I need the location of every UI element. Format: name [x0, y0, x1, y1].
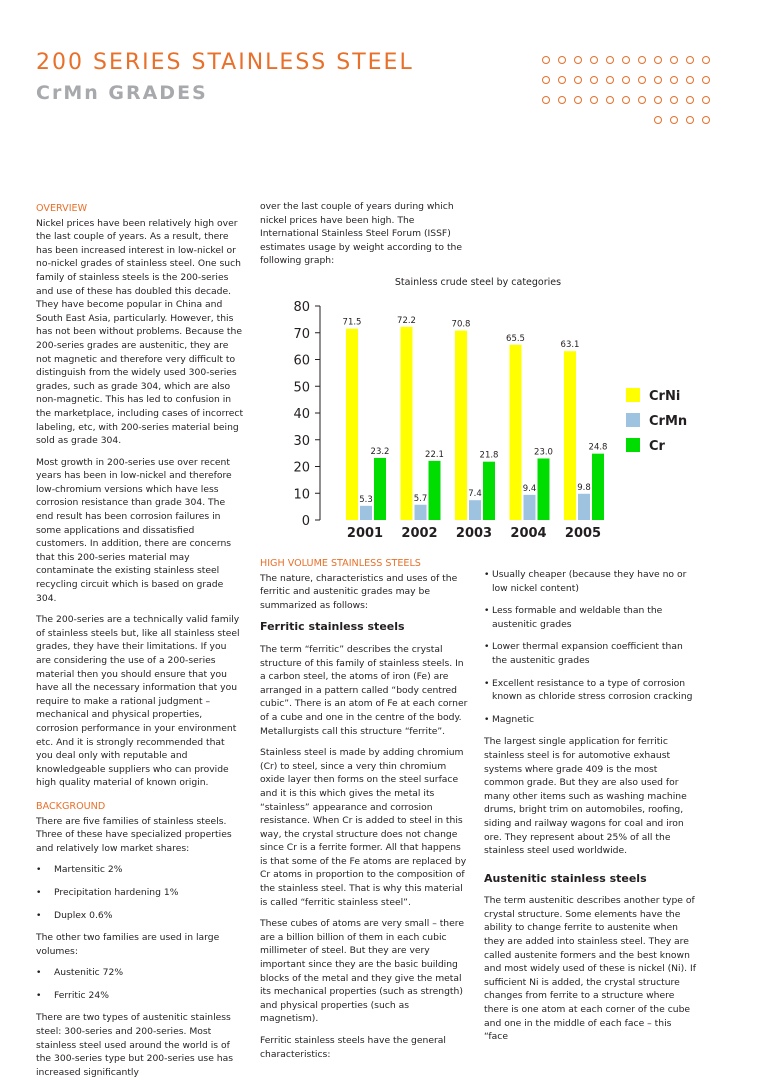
y-tick-label: 50 [293, 380, 310, 396]
characteristics-list [484, 568, 696, 726]
data-label: 9.8 [577, 482, 591, 493]
y-tick-label: 30 [293, 433, 310, 449]
bar-crmn [360, 506, 372, 520]
list-item: • Precipitation hardening 1% [36, 886, 244, 900]
data-label: 21.8 [479, 450, 499, 461]
legend-label: CrNi [649, 389, 681, 404]
column-right [484, 568, 696, 1052]
bar-cr [538, 458, 550, 520]
ferritic-applications-paragraph: The largest single application for ferritic stainless steel is for automotive exhaust systems where grade 409 is the most common grade. But they are also used for many other items such as washing machine drums, bright trim on automobiles, roofing, siding and railway wagons for coal and iron ore. They represent about 25% of all the stainless steel used worldwide. [484, 736, 687, 857]
page-title: 200 SERIES STAINLESS STEEL [36, 50, 414, 75]
column-left [36, 202, 244, 1087]
y-tick-label: 20 [293, 460, 310, 476]
overview-heading: OVERVIEW [36, 203, 88, 214]
chart-legend [626, 388, 687, 454]
background-heading: BACKGROUND [36, 800, 106, 812]
list-item: • Excellent resistance to a type of corrosion known as chloride stress corrosion cracking [484, 677, 696, 704]
bar-crmn [578, 494, 590, 520]
y-tick-label: 10 [293, 487, 310, 503]
x-tick-label: 2003 [455, 526, 493, 541]
list-item: • Lower thermal expansion coefficient than the austenitic grades [484, 640, 696, 667]
x-tick-label: 2001 [346, 526, 384, 541]
bar-crmn [415, 505, 427, 520]
data-label: 65.5 [506, 333, 525, 344]
bar-cr [483, 462, 495, 520]
data-label: 63.1 [560, 340, 580, 351]
data-label: 24.8 [588, 442, 608, 453]
data-label: 23.0 [534, 447, 553, 458]
data-label: 23.2 [370, 446, 390, 457]
x-tick-label: 2005 [564, 526, 602, 541]
issf-paragraph: over the last couple of years during which nickel prices have been high. The International Stainless Steel Forum (ISSF) estimates usage by weight according to the following graph: [260, 201, 463, 267]
legend-label: CrMn [649, 414, 688, 429]
bar-cr [592, 454, 604, 520]
list-item: • Less formable and weldable than the austenitic grades [484, 604, 696, 631]
bar-crni [564, 351, 576, 520]
chart-bars [343, 316, 608, 520]
bar-crni [401, 327, 413, 520]
y-tick-label: 70 [293, 326, 310, 342]
y-tick-label: 0 [301, 514, 310, 529]
ferritic-paragraph-1: The term “ferritic” describes the crystal structure of this family of stainless steels. In a carbon steel, the atoms of iron (Fe) are arranged in a pattern called “body centred cubic”. There is an atom of Fe at each corner of a cube and one in the centre of the body. Metallurgists call this structure “ferrite”. [260, 643, 468, 737]
bar-crni [510, 345, 522, 520]
data-label: 5.7 [413, 493, 428, 504]
list-item: • Usually cheaper (because they have no or low nickel content) [484, 568, 696, 595]
austenitic-paragraph: The term austenitic describes another type of crystal structure. Some elements have the ability to change ferrite to austenite when they are added into stainless steel. They are called austenite formers and the best known and most widely used of these is nickel (Ni). If sufficient Ni is added, the crystal structure changes from ferrite to a structure where there is one atom at each corner of the cube and one in the middle of each face – this “face [484, 895, 696, 1043]
data-label: 72.2 [397, 315, 416, 326]
ferritic-paragraph-2: Stainless steel is made by adding chromium (Cr) to steel, since a very thin chromium oxide layer then forms on the steel surface and it is this which gives the metal its “stainless” appearance and corrosion resistance. When Cr is added to steel in this way, the crystal structure does not change since Cr is a ferrite former. All that happens is that some of the Fe atoms are replaced by Cr atoms in proportion to the composition of the stainless steel. That is why this material is called “ferritic stainless steel”. [260, 747, 467, 908]
legend-swatch [626, 413, 640, 427]
list-item: • Austenitic 72% [36, 966, 244, 980]
ferritic-heading: Ferritic stainless steels [260, 620, 405, 634]
list-item: • Duplex 0.6% [36, 909, 244, 923]
x-tick-label: 2004 [510, 526, 547, 541]
stainless-steel-chart [258, 268, 688, 548]
legend-swatch [626, 438, 640, 452]
ferritic-paragraph-4: Ferritic stainless steels have the general characteristics: [260, 1035, 446, 1060]
list-item: • Magnetic [484, 713, 696, 727]
list-item: • Martensitic 2% [36, 863, 244, 877]
overview-paragraph-3: The 200-series are a technically valid family of stainless steels but, like all stainless steel grades, they have their limitations. If you are considering the use of a 200-series material then you should ensure that you have all the necessary information that you require to make a rational judgment – mechanical and physical properties, corrosion performance in your environment etc. And it is strongly recommended that you deal only with reputable and knowledgeable suppliers who can provide high quality material of known origin. [36, 614, 240, 789]
high-volume-paragraph: The nature, characteristics and uses of the ferritic and austenitic grades may be summarized as follows: [260, 572, 458, 611]
page-subtitle: CrMn GRADES [36, 82, 208, 104]
data-label: 9.4 [522, 483, 537, 494]
bar-crmn [524, 495, 536, 520]
families-high-list [36, 966, 244, 1002]
y-tick-label: 60 [293, 353, 310, 369]
column-middle-top [260, 200, 470, 276]
decorative-dots [480, 54, 710, 134]
bar-cr [374, 458, 386, 520]
chart-title: Stainless crude steel by categories [394, 277, 562, 288]
overview-paragraph-2: Most growth in 200-series use over recent years has been in low-nickel and therefore low-chromium versions which have less corrosion resistance than grade 304. The end result has been corrosion failures in some applications and dissatisfied customers. In addition, there are concerns that this 200-series material may contaminate the existing stainless steel recycling circuit which is based on grade 304. [36, 456, 232, 604]
x-axis-labels [347, 526, 601, 541]
high-volume-heading: HIGH VOLUME STAINLESS STEELS [260, 558, 421, 569]
background-paragraph-2: The other two families are used in large volumes: [36, 932, 220, 957]
data-label: 71.5 [342, 317, 362, 328]
legend-swatch [626, 388, 640, 402]
column-middle [260, 557, 470, 1069]
y-tick-label: 40 [293, 407, 310, 422]
families-low-list [36, 863, 244, 922]
ferritic-paragraph-3: These cubes of atoms are very small – there are a billion billion of them in each cubic millimeter of steel. But they are very important since they are the basic building blocks of the metal and they give the metal its mechanical properties (such as strength) and physical properties (such as magnetism). [260, 918, 465, 1025]
bar-crmn [469, 500, 481, 520]
background-paragraph-3: There are two types of austenitic stainless steel: 300-series and 200-series. Most stainless steel used around the world is of the 300-series type but 200-series use has increased significantly [36, 1012, 234, 1078]
y-axis [293, 300, 320, 529]
bar-crni [455, 331, 467, 520]
austenitic-heading: Austenitic stainless steels [484, 871, 647, 885]
background-paragraph-1: There are five families of stainless steels. Three of these have specialized properties and relatively low market shares: [36, 815, 232, 854]
data-label: 7.4 [468, 489, 482, 500]
y-tick-label: 80 [293, 300, 310, 315]
list-item: • Ferritic 24% [36, 989, 244, 1003]
data-label: 70.8 [451, 319, 471, 330]
x-tick-label: 2002 [401, 526, 438, 541]
data-label: 5.3 [359, 494, 373, 505]
bar-crni [346, 329, 358, 520]
overview-paragraph-1: Nickel prices have been relatively high over the last couple of years. As a result, there has been increased interest in low-nickel or no-nickel grades of stainless steel. One such family of stainless steels is the 200-series and use of these has doubled this decade. They have become popular in China and South East Asia, particularly. However, this has not been without problems. Because the 200-series grades are austenitic, they are not magnetic and therefore very difficult to distinguish from the widely used 300-series grades, such as grade 304, which are also non-magnetic. This has led to confusion in the marketplace, including cases of incorrect labeling, etc, with 200-series material being sold as grade 304. [36, 217, 244, 447]
bar-cr [429, 461, 441, 520]
data-label: 22.1 [425, 449, 444, 460]
legend-label: Cr [649, 439, 665, 454]
